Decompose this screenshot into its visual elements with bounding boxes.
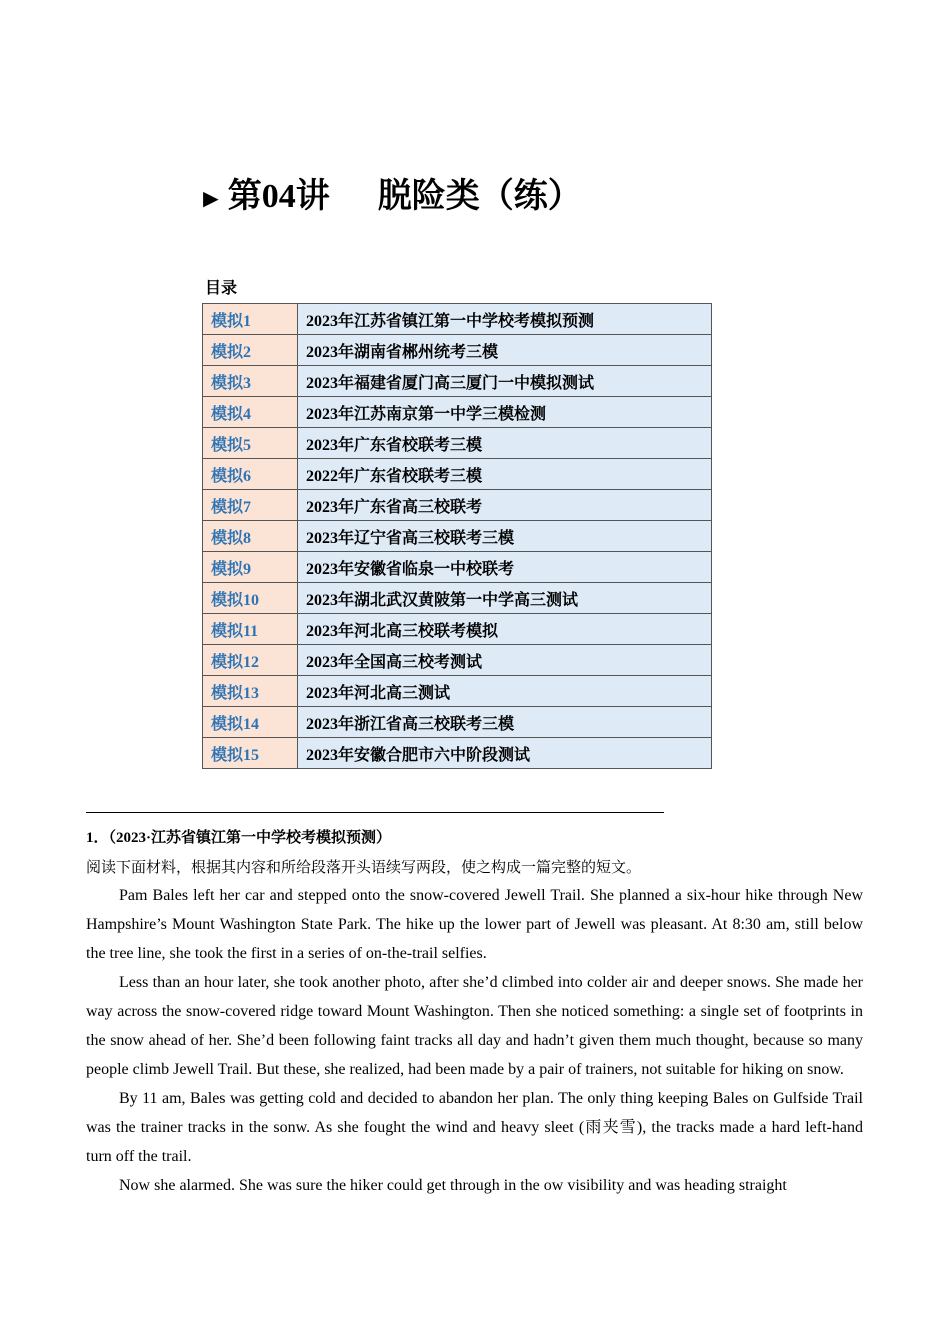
section-divider bbox=[86, 812, 664, 813]
toc-source: 2023年辽宁省高三校联考三模 bbox=[298, 521, 712, 552]
lecture-number: 第04讲 bbox=[227, 178, 330, 215]
toc-source: 2023年全国高三校考测试 bbox=[298, 645, 712, 676]
toc-row[interactable] bbox=[203, 583, 712, 614]
toc-link[interactable]: 模拟12 bbox=[203, 645, 298, 676]
toc-source: 2023年浙江省高三校联考三模 bbox=[298, 707, 712, 738]
toc-row[interactable] bbox=[203, 645, 712, 676]
toc-table bbox=[202, 303, 712, 769]
toc-link[interactable]: 模拟11 bbox=[203, 614, 298, 645]
toc-row[interactable] bbox=[203, 676, 712, 707]
toc-link[interactable]: 模拟14 bbox=[203, 707, 298, 738]
question-source: （2023·江苏省镇江第一中学校考模拟预测） bbox=[108, 830, 392, 846]
toc-link[interactable]: 模拟5 bbox=[203, 428, 298, 459]
question-heading bbox=[86, 826, 391, 847]
toc-row[interactable] bbox=[203, 397, 712, 428]
toc-link[interactable]: 模拟4 bbox=[203, 397, 298, 428]
toc-source: 2023年安徽省临泉一中校联考 bbox=[298, 552, 712, 583]
toc-label: 目录 bbox=[205, 280, 238, 297]
passage-paragraph: Less than an hour later, she took another photo, after she’d climbed into colder air and deeper snows. She made her way across the snow-covered ridge toward Mount Washington. Then she noticed something: a single set of footprints in the snow ahead of her. She’d been following faint tracks all day and hadn’t given them much thought, because so many people climb Jewell Trail. But these, she realized, had been made by a pair of trainers, not suitable for hiking on snow. bbox=[86, 974, 863, 1078]
toc-link[interactable]: 模拟8 bbox=[203, 521, 298, 552]
toc-row[interactable] bbox=[203, 428, 712, 459]
toc-source: 2023年湖北武汉黄陂第一中学高三测试 bbox=[298, 583, 712, 614]
reading-passage bbox=[86, 881, 863, 1200]
toc-row[interactable] bbox=[203, 335, 712, 366]
toc-row[interactable] bbox=[203, 459, 712, 490]
toc-source: 2023年江苏省镇江第一中学校考模拟预测 bbox=[298, 304, 712, 335]
passage-paragraph: Pam Bales left her car and stepped onto the snow-covered Jewell Trail. She planned a six-hour hike through New Hampshire’s Mount Washington State Park. The hike up the lower part of Jewell was pleasant. At 8:30 am, still below the tree line, she took the first in a series of on-the-trail selfies. bbox=[86, 887, 863, 962]
toc-link[interactable]: 模拟7 bbox=[203, 490, 298, 521]
question-instruction: 阅读下面材料，根据其内容和所给段落开头语续写两段，使之构成一篇完整的短文。 bbox=[86, 860, 642, 876]
toc-source: 2023年湖南省郴州统考三模 bbox=[298, 335, 712, 366]
toc-source: 2022年广东省校联考三模 bbox=[298, 459, 712, 490]
page-title bbox=[198, 174, 758, 220]
toc-link[interactable]: 模拟15 bbox=[203, 738, 298, 769]
toc-row[interactable] bbox=[203, 521, 712, 552]
toc-source: 2023年广东省高三校联考 bbox=[298, 490, 712, 521]
toc-row[interactable] bbox=[203, 614, 712, 645]
toc-link[interactable]: 模拟2 bbox=[203, 335, 298, 366]
toc-link[interactable]: 模拟9 bbox=[203, 552, 298, 583]
toc-link[interactable]: 模拟1 bbox=[203, 304, 298, 335]
toc-source: 2023年广东省校联考三模 bbox=[298, 428, 712, 459]
toc-link[interactable]: 模拟3 bbox=[203, 366, 298, 397]
toc-row[interactable] bbox=[203, 304, 712, 335]
passage-paragraph: Now she alarmed. She was sure the hiker could get through in the ow visibility and was heading straight bbox=[119, 1177, 787, 1194]
triangle-bullet-icon: ► bbox=[198, 184, 224, 213]
lecture-topic: 脱险类（练） bbox=[377, 178, 582, 215]
passage-paragraph: By 11 am, Bales was getting cold and decided to abandon her plan. The only thing keeping Bales on Gulfside Trail was the trainer tracks in the sonw. As she fought the wind and heavy sleet (雨夹雪), the tracks made a hard left-hand turn off the trail. bbox=[86, 1090, 863, 1165]
toc-source: 2023年河北高三测试 bbox=[298, 676, 712, 707]
toc-row[interactable] bbox=[203, 552, 712, 583]
toc-link[interactable]: 模拟10 bbox=[203, 583, 298, 614]
toc-row[interactable] bbox=[203, 490, 712, 521]
toc-link[interactable]: 模拟13 bbox=[203, 676, 298, 707]
toc-source: 2023年江苏南京第一中学三模检测 bbox=[298, 397, 712, 428]
toc-row[interactable] bbox=[203, 366, 712, 397]
toc-source: 2023年安徽合肥市六中阶段测试 bbox=[298, 738, 712, 769]
toc-source: 2023年福建省厦门高三厦门一中模拟测试 bbox=[298, 366, 712, 397]
question-number: 1． bbox=[86, 830, 109, 846]
toc-link[interactable]: 模拟6 bbox=[203, 459, 298, 490]
toc-row[interactable] bbox=[203, 707, 712, 738]
toc-source: 2023年河北高三校联考模拟 bbox=[298, 614, 712, 645]
toc-row[interactable] bbox=[203, 738, 712, 769]
